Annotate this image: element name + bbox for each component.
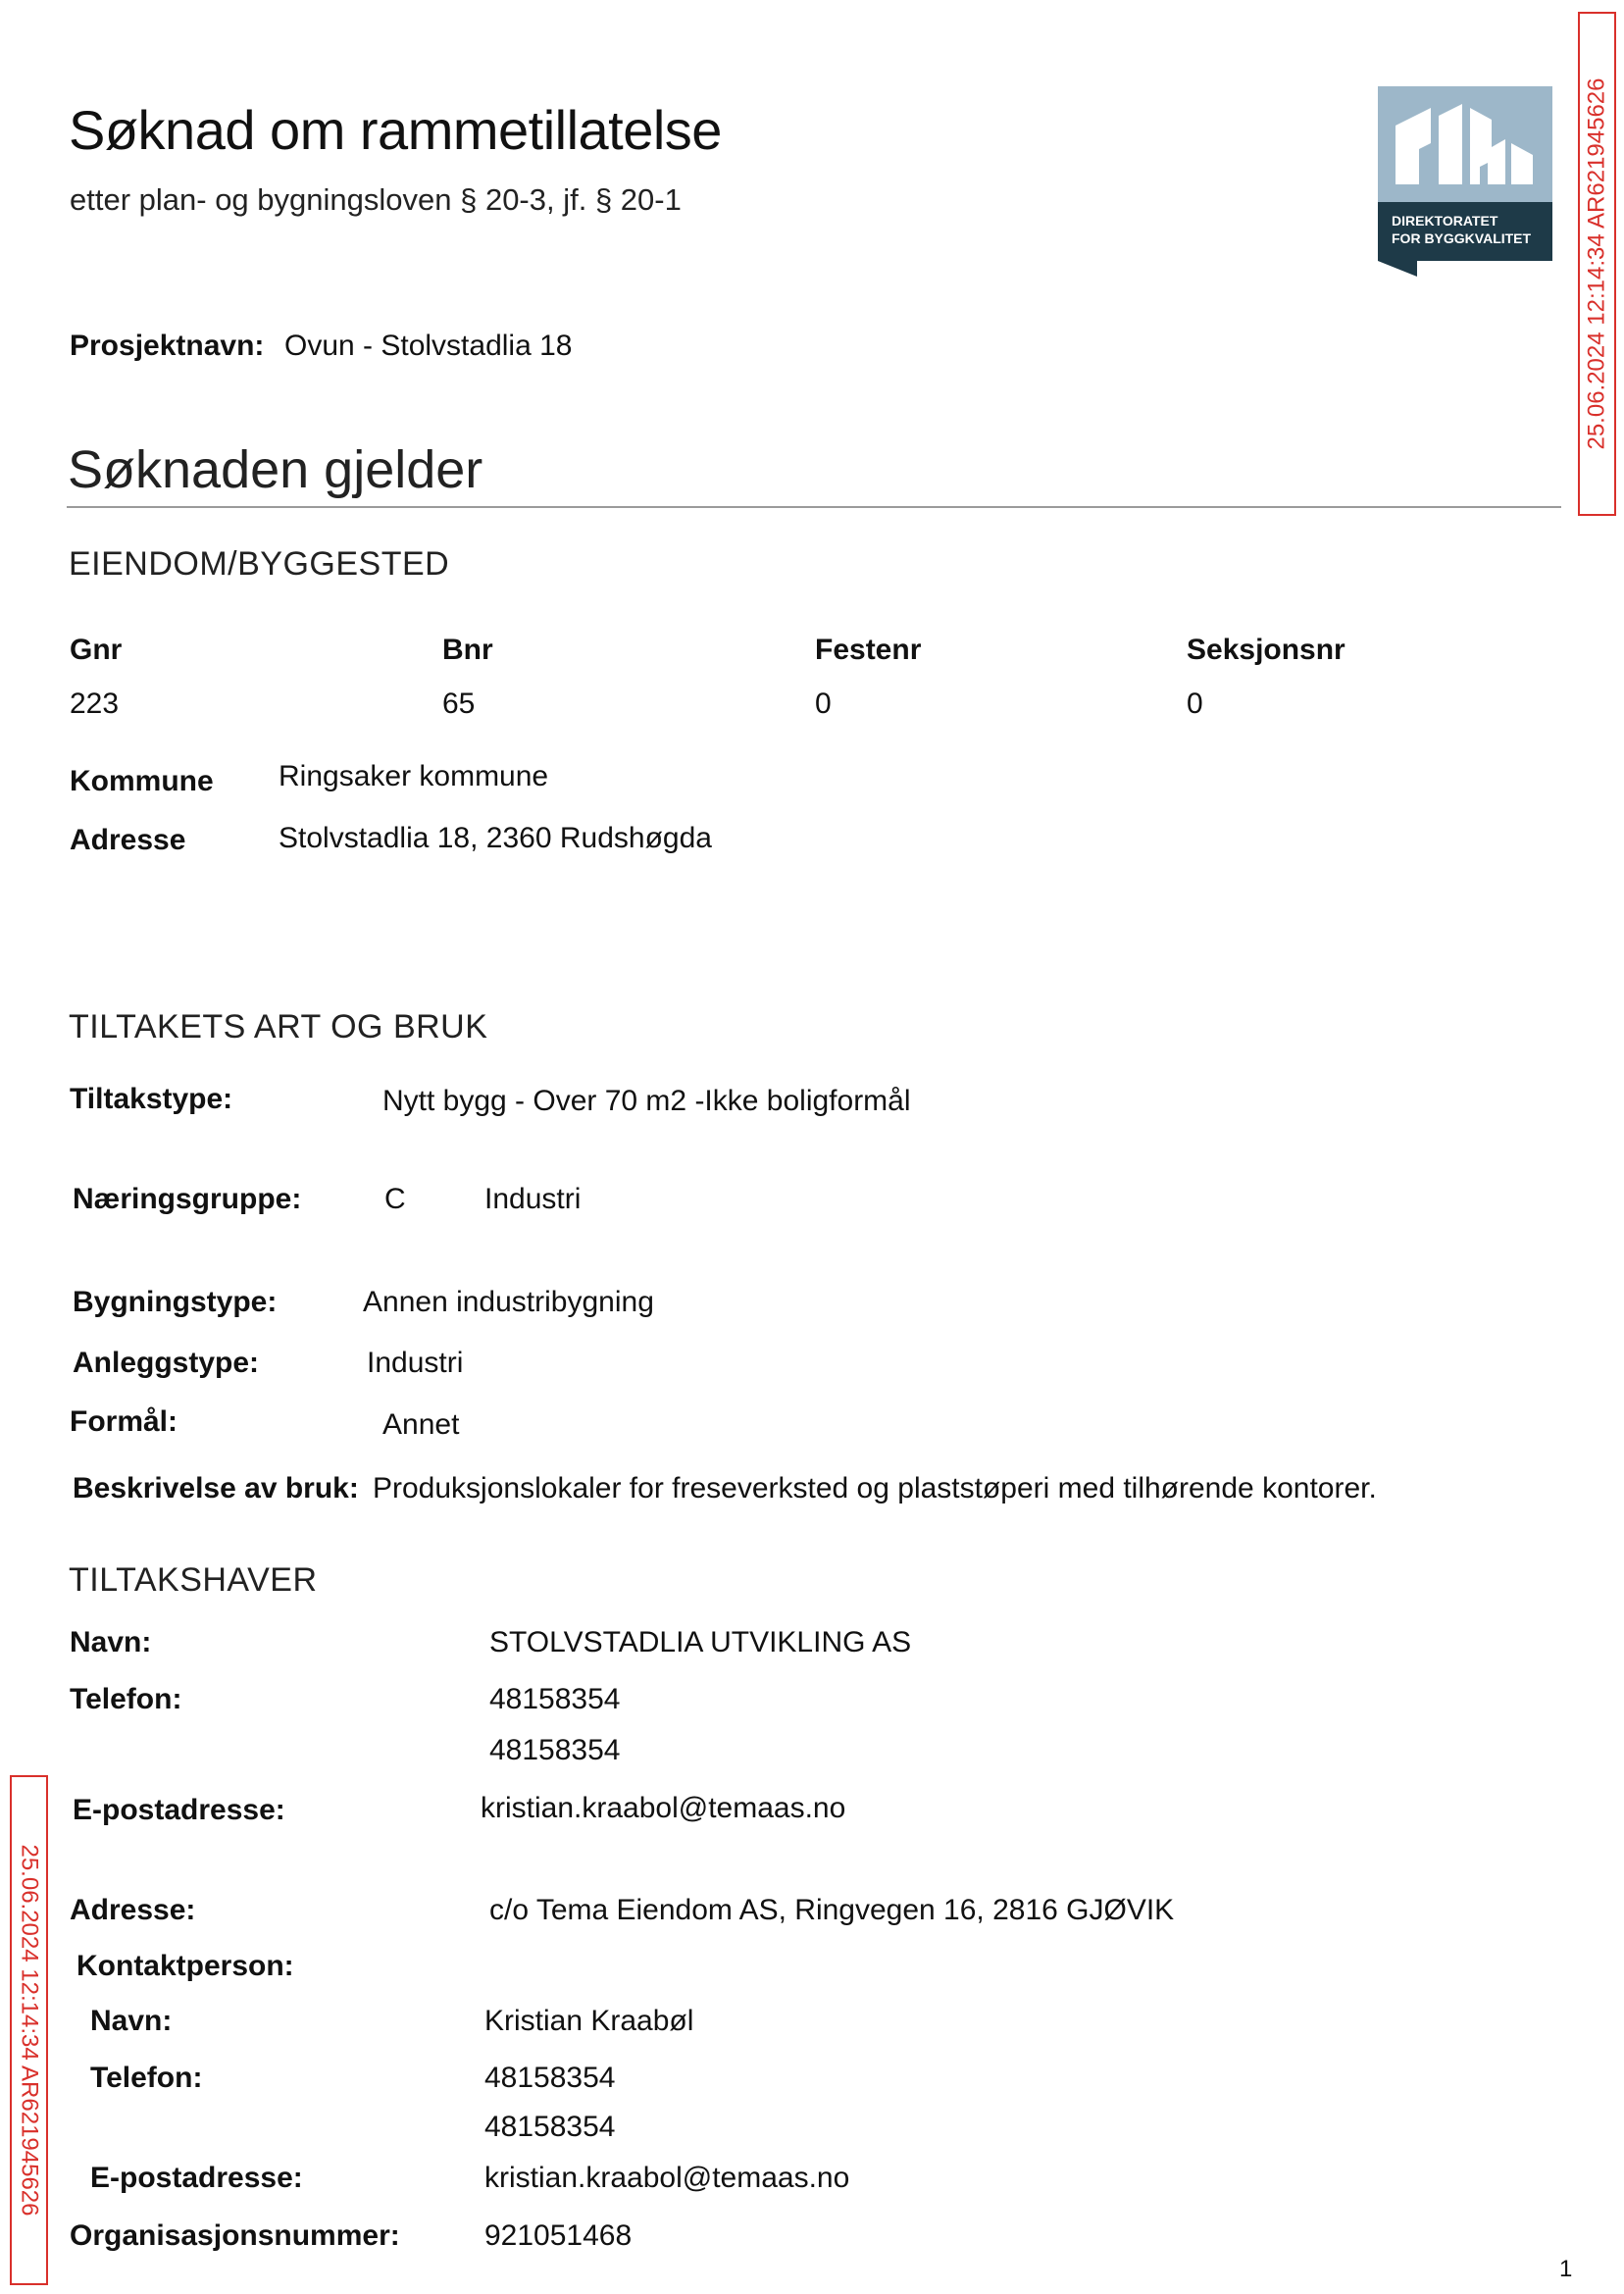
anleggstype-label: Anleggstype: [73, 1347, 260, 1379]
epost-value: kristian.kraabol@temaas.no [481, 1792, 846, 1824]
dibk-logo-icon [1378, 86, 1552, 277]
section-title: Søknaden gjelder [68, 440, 483, 499]
anleggstype-value: Industri [367, 1347, 464, 1379]
orgnr-value: 921051468 [484, 2219, 633, 2252]
naeringsgruppe-value: Industri [484, 1183, 582, 1215]
document-subtitle: etter plan- og bygningsloven § 20-3, jf. § 20-1 [70, 182, 682, 217]
bnr-value: 65 [442, 688, 476, 720]
festenr-value: 0 [815, 688, 832, 720]
th-adresse-label: Adresse: [70, 1894, 196, 1926]
kommune-value: Ringsaker kommune [279, 760, 549, 792]
dibk-logo [1378, 86, 1552, 277]
navn-value: STOLVSTADLIA UTVIKLING AS [489, 1626, 912, 1658]
project-value: Ovun - Stolvstadlia 18 [284, 330, 573, 362]
tiltak-heading: TILTAKETS ART OG BRUK [69, 1008, 488, 1045]
project-label: Prosjektnavn: [70, 330, 265, 362]
tiltakstype-label: Tiltakstype: [70, 1083, 233, 1115]
beskrivelse-label: Beskrivelse av bruk: [73, 1472, 359, 1504]
tiltakshaver-heading: TILTAKSHAVER [69, 1561, 318, 1599]
kp-navn-label: Navn: [90, 2005, 173, 2037]
kp-telefon-value-1: 48158354 [484, 2062, 616, 2094]
date-stamp-top-text: 25.06.2024 12:14:34 AR621945626 [1583, 77, 1610, 450]
tiltakstype-value: Nytt bygg - Over 70 m2 -Ikke boligformål [382, 1085, 911, 1117]
kommune-label: Kommune [70, 765, 214, 797]
adresse-value: Stolvstadlia 18, 2360 Rudshøgda [279, 822, 712, 854]
kp-epost-label: E-postadresse: [90, 2162, 303, 2194]
th-adresse-value: c/o Tema Eiendom AS, Ringvegen 16, 2816 GJØVIK [489, 1894, 1175, 1926]
telefon-value-2: 48158354 [489, 1734, 621, 1766]
kp-telefon-label: Telefon: [90, 2062, 203, 2094]
bygningstype-value: Annen industribygning [363, 1286, 654, 1318]
gnr-label: Gnr [70, 634, 123, 666]
kontaktperson-label: Kontaktperson: [76, 1950, 294, 1982]
date-stamp-left-text: 25.06.2024 12:14:34 AR621945626 [16, 1844, 43, 2217]
document-title: Søknad om rammetillatelse [69, 99, 722, 161]
date-stamp-left [10, 1775, 48, 2285]
epost-label: E-postadresse: [73, 1794, 285, 1826]
gnr-value: 223 [70, 688, 120, 720]
seksjonsnr-label: Seksjonsnr [1187, 634, 1345, 666]
page-number: 1 [1559, 2256, 1573, 2282]
formal-label: Formål: [70, 1405, 178, 1438]
kp-epost-value: kristian.kraabol@temaas.no [484, 2162, 850, 2194]
section-divider [67, 506, 1561, 508]
naeringsgruppe-code: C [384, 1183, 406, 1215]
festenr-label: Festenr [815, 634, 922, 666]
beskrivelse-value: Produksjonslokaler for freseverksted og plaststøperi med tilhørende kontorer. [373, 1472, 1377, 1504]
naeringsgruppe-label: Næringsgruppe: [73, 1183, 302, 1215]
bnr-label: Bnr [442, 634, 493, 666]
adresse-label: Adresse [70, 824, 186, 856]
telefon-label: Telefon: [70, 1683, 182, 1715]
kp-telefon-value-2: 48158354 [484, 2111, 616, 2143]
logo-line-2: FOR BYGGKVALITET [1392, 230, 1532, 246]
formal-value: Annet [382, 1408, 460, 1441]
kp-navn-value: Kristian Kraabøl [484, 2005, 694, 2037]
logo-line-1: DIREKTORATET [1392, 213, 1498, 229]
eiendom-heading: EIENDOM/BYGGESTED [69, 545, 450, 583]
seksjonsnr-value: 0 [1187, 688, 1203, 720]
bygningstype-label: Bygningstype: [73, 1286, 278, 1318]
telefon-value-1: 48158354 [489, 1683, 621, 1715]
navn-label: Navn: [70, 1626, 152, 1658]
orgnr-label: Organisasjonsnummer: [70, 2219, 400, 2252]
date-stamp-top [1578, 12, 1616, 516]
